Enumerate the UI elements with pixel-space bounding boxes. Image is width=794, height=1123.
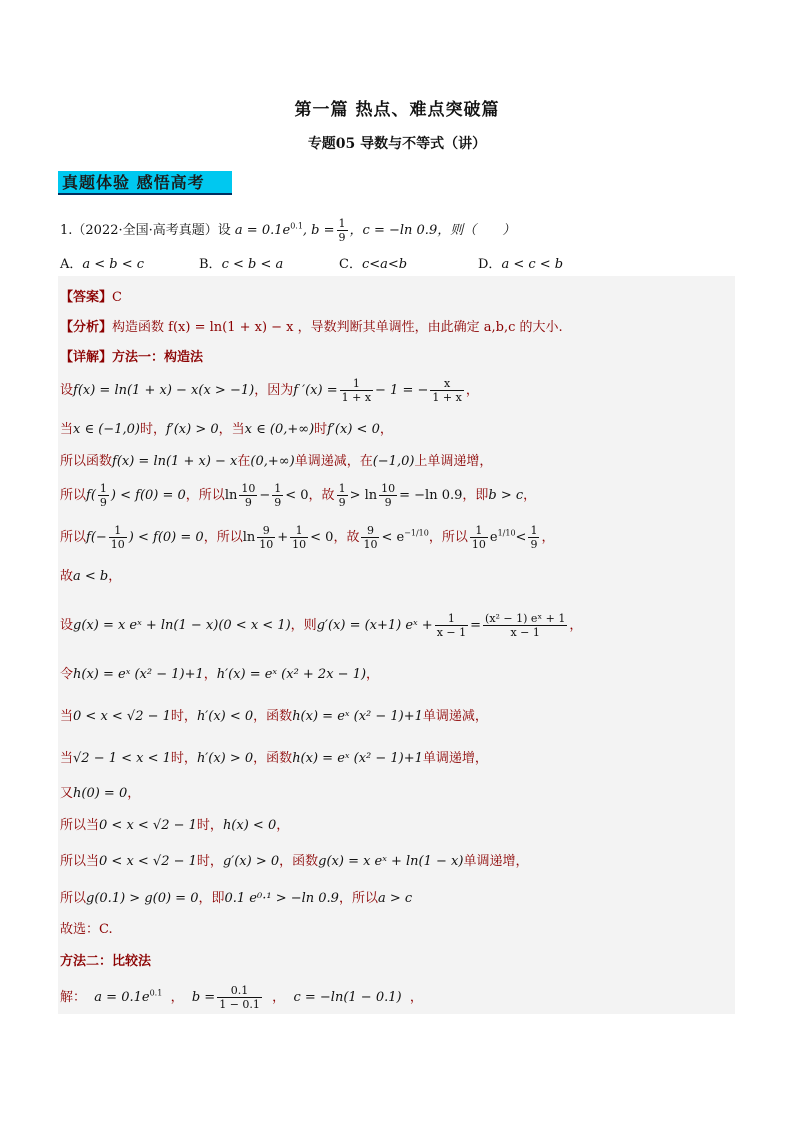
- math-a: a = 0.1e: [234, 223, 291, 238]
- step-line-12: 所以当0 < x < √2 − 1时，h(x) < 0，: [60, 818, 290, 833]
- analysis-line: 【分析】构造函数 f(x) = ln(1 + x) − x ，导数判断其单调性，由此确定 a,b,c 的大小.: [60, 320, 563, 335]
- step-line-11: 又h(0) = 0，: [60, 786, 141, 801]
- question-prefix: 1.（2022·全国·高考真题）设: [60, 223, 231, 238]
- step-line-5: 所以f(− $\frac{1}{10}$ ) < f(0) = 0，所以ln $\frac{9}{10}$ + $\frac{1}{10}$ < 0，故 $\frac{9}{10}$ < $e^{-1/10}$，所以 $\frac{1}{10}$ $e^{1/10}<$ $\frac{1}{9}$ ，: [60, 524, 555, 551]
- step-line-4: 所以f( $\frac{1}{9}$ ) < f(0) = 0，所以ln $\frac{10}{9}$ − $\frac{1}{9}$ < 0，故 $\frac{1}{9}$ > ln $\frac{10}{9}$ = −ln 0.9，即b > c，: [60, 482, 537, 509]
- option-d[interactable]: D．a < c < b: [478, 257, 564, 272]
- option-c[interactable]: C．c<a<b: [339, 257, 408, 272]
- step-line-15: 故选：C.: [60, 922, 113, 937]
- question-stem: [60, 217, 515, 244]
- section-banner: 真题体验 感悟高考: [58, 171, 232, 195]
- method-two-label: 方法二：比较法: [60, 954, 152, 969]
- step-line-3: 所以函数f(x) = ln(1 + x) − x在(0,+∞)单调递减，在(−1,0)上单调递增，: [60, 454, 493, 469]
- step-line-9: 当0 < x < √2 − 1时，h′(x) < 0，函数h(x) = eˣ (x² − 1)+1单调递减，: [60, 709, 488, 724]
- fraction-b: $\frac{1}{9}$: [338, 217, 346, 244]
- step-line-8: 令h(x) = eˣ (x² − 1)+1，h′(x) = eˣ (x² + 2x − 1)，: [60, 667, 380, 682]
- math-c: ，c = −ln 0.9，则（ ）: [349, 223, 516, 238]
- step-line-14: 所以g(0.1) > g(0) = 0，即0.1 e⁰·¹ > −ln 0.9，所以a > c: [60, 891, 413, 906]
- step-line-2: 当x ∈ (−1,0)时，f′(x) > 0，当x ∈ (0,+∞)时f′(x) < 0，: [60, 422, 393, 437]
- step-line-7: 设g(x) = x eˣ + ln(1 − x)(0 < x < 1)，则g′(x) = (x+1) eˣ + $\frac{1}{x - 1}$ = $\frac{\text{(x² − 1) eˣ + 1}}{x - 1}$ ，: [60, 612, 583, 639]
- math-b: , b =: [302, 223, 335, 238]
- step-line-1: 设f(x) = ln(1 + x) − x(x > −1)，因为f ′(x) = $\frac{1}{1 + x}$ − 1 = − $\frac{x}{1 + x}$ ，: [60, 377, 479, 404]
- option-b[interactable]: B．c < b < a: [199, 257, 284, 272]
- step-line-13: 所以当0 < x < √2 − 1时，g′(x) > 0，函数g(x) = x eˣ + ln(1 − x)单调递增，: [60, 854, 529, 869]
- option-a[interactable]: A．a < b < c: [60, 257, 145, 272]
- page-subtitle: 专题05 导数与不等式（讲）: [307, 136, 487, 152]
- step-line-6: 故a < b，: [60, 569, 122, 584]
- math-a-exp: 0.1: [290, 221, 303, 231]
- step-line-10: 当√2 − 1 < x < 1时，h′(x) > 0，函数h(x) = eˣ (x² − 1)+1单调递增，: [60, 751, 488, 766]
- detail-line: 【详解】方法一：构造法: [60, 350, 204, 365]
- answer-line: 【答案】C: [60, 290, 122, 305]
- step-line-17: 解： $a = 0.1e^{0.1}$ ， b = $\frac{0.1}{1 - 0.1}$ ， c = −ln(1 − 0.1) ，: [60, 984, 423, 1011]
- page-title: 第一篇 热点、难点突破篇: [294, 100, 500, 120]
